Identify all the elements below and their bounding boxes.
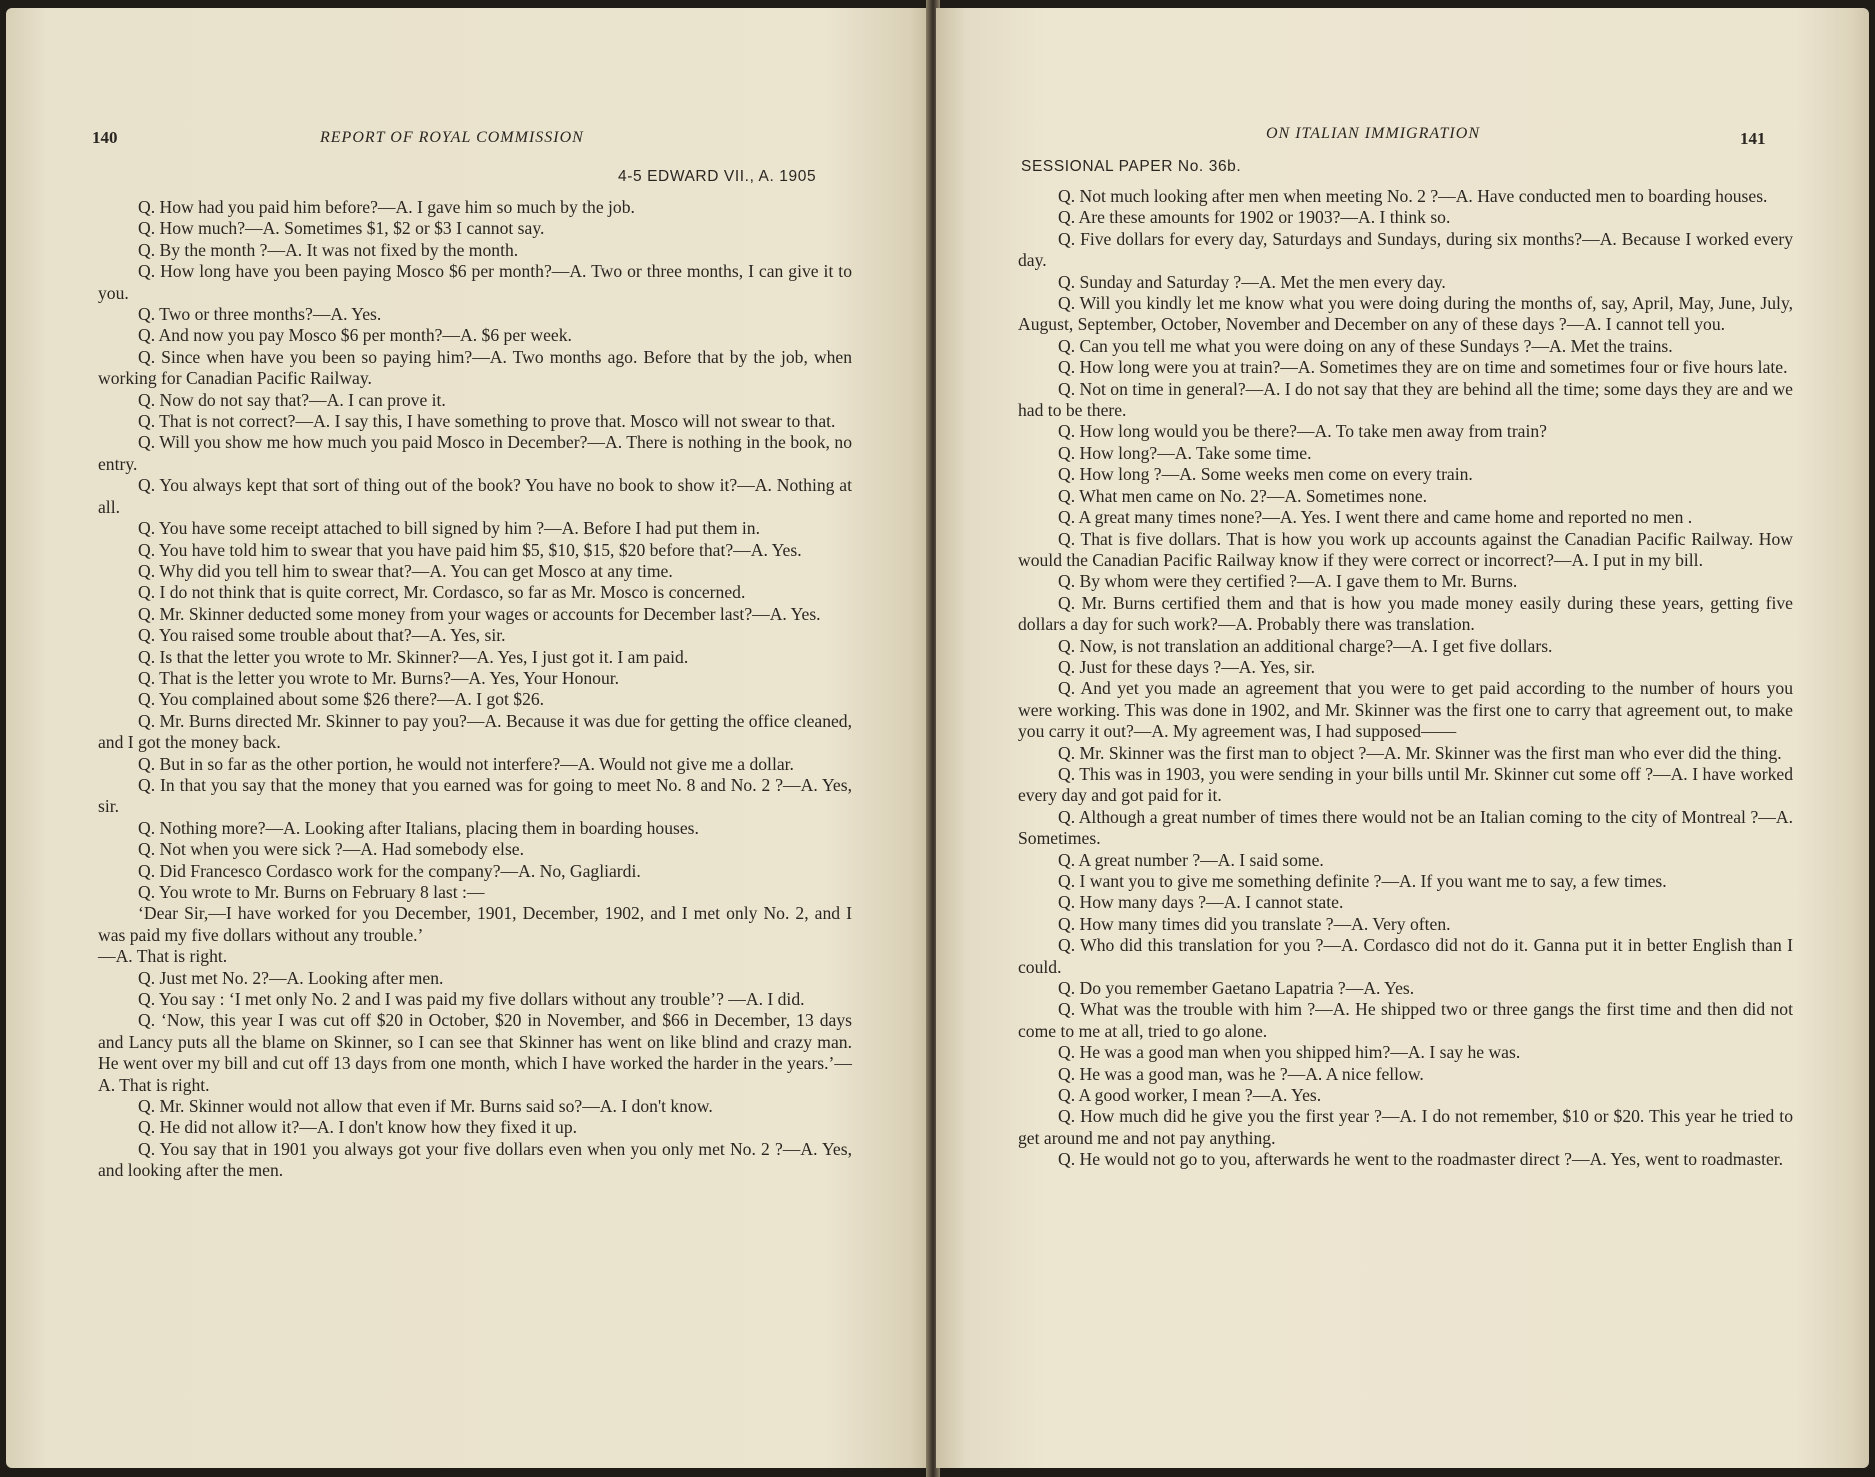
testimony-paragraph: Q. Now, is not translation an additional charge?—A. I get five dollars. [1058, 635, 1553, 656]
testimony-paragraph: Q. He would not go to you, afterwards he went to the roadmaster direct ?—A. Yes, went to roadmaster. [1058, 1149, 1784, 1170]
testimony-paragraph: Q. You say : ‘I met only No. 2 and I was paid my five dollars without any trouble’? —A. I did. [138, 989, 805, 1010]
page-number: 140 [92, 128, 118, 147]
testimony-paragraph: Q. Since when have you been so paying him?—A. Two months ago. Before that by the job, when working for Canadian Pacific Railway. [98, 346, 852, 389]
testimony-paragraph: Q. Not on time in general?—A. I do not say that they are behind all the time; some days they are and we had to be there. [1018, 378, 1793, 421]
page-number: 141 [1740, 129, 1766, 148]
testimony-paragraph: Q. Five dollars for every day, Saturdays and Sundays, during six months?—A. Because I worked every day. [1018, 228, 1793, 271]
testimony-paragraph: Q. Mr. Burns certified them and that is how you made money easily during these years, getting five dollars a day for such work?—A. Probably there was translation. [1018, 592, 1793, 635]
testimony-paragraph: Q. Mr. Skinner was the first man to object ?—A. Mr. Skinner was the first man who ever did the thing. [1058, 742, 1782, 763]
testimony-paragraph: Q. You say that in 1901 you always got your five dollars even when you only met No. 2 ?—A. Yes, and looking after the men. [98, 1138, 852, 1181]
testimony-paragraph: Q. How long were you at train?—A. Sometimes they are on time and sometimes four or five hours late. [1058, 357, 1788, 378]
testimony-paragraph: Q. Will you show me how much you paid Mosco in December?—A. There is nothing in the book, no entry. [98, 432, 852, 474]
session-line: SESSIONAL PAPER No. 36b. [1021, 158, 1242, 175]
testimony-paragraph: Q. A great many times none?—A. Yes. I went there and came home and reported no men . [1058, 507, 1693, 528]
testimony-paragraph: Q. And yet you made an agreement that you were to get paid according to the number of hours you were working. This was done in 1902, and Mr. Skinner was the first one to carry that agreement out, to make you carry it out?—A. My agreement was, I had supposed—— [1018, 678, 1793, 742]
testimony-paragraph: Q. Although a great number of times there would not be an Italian coming to the city of Montreal ?—A. Sometimes. [1018, 806, 1793, 849]
testimony-paragraph: Q. A good worker, I mean ?—A. Yes. [1058, 1085, 1322, 1106]
testimony-paragraph: Q. What was the trouble with him ?—A. He shipped two or three gangs the first time and then did not come to me at all, tried to go alone. [1018, 999, 1793, 1041]
testimony-paragraph: Q. How much?—A. Sometimes $1, $2 or $3 I cannot say. [138, 218, 545, 239]
testimony-paragraph: Q. By the month ?—A. It was not fixed by the month. [138, 239, 519, 260]
testimony-paragraph: Q. Not when you were sick ?—A. Had somebody else. [138, 839, 524, 860]
left-body-text [98, 197, 852, 1182]
testimony-paragraph: Q. Just for these days ?—A. Yes, sir. [1058, 656, 1316, 677]
testimony-paragraph: Q. You raised some trouble about that?—A. Yes, sir. [138, 625, 506, 646]
testimony-paragraph: Q. How long would you be there?—A. To take men away from train? [1058, 421, 1547, 442]
testimony-paragraph: Q. Two or three months?—A. Yes. [138, 304, 382, 325]
testimony-paragraph: Q. How long?—A. Take some time. [1058, 442, 1312, 463]
right-body-text [1018, 186, 1793, 1171]
testimony-paragraph: Q. How had you paid him before?—A. I gave him so much by the job. [138, 197, 635, 217]
running-head: ON ITALIAN IMMIGRATION [1266, 125, 1480, 142]
testimony-paragraph: Q. How much did he give you the first year ?—A. I do not remember, $10 or $20. This year he tried to get around me and not pay anything. [1018, 1106, 1793, 1148]
testimony-paragraph: Q. How long ?—A. Some weeks men come on every train. [1058, 464, 1473, 485]
testimony-paragraph: Q. Can you tell me what you were doing on any of these Sundays ?—A. Met the trains. [1058, 335, 1673, 356]
testimony-paragraph: Q. How many days ?—A. I cannot state. [1058, 892, 1344, 913]
testimony-paragraph: Q. That is not correct?—A. I say this, I have something to prove that. Mosco will not swear to that. [138, 411, 836, 432]
testimony-paragraph: Q. Do you remember Gaetano Lapatria ?—A. Yes. [1058, 978, 1415, 999]
testimony-paragraph: Q. How many times did you translate ?—A. Very often. [1058, 913, 1451, 934]
testimony-paragraph: Q. Not much looking after men when meeting No. 2 ?—A. Have conducted men to boarding houses. [1058, 186, 1768, 206]
testimony-paragraph: Q. How long have you been paying Mosco $6 per month?—A. Two or three months, I can give it to you. [98, 261, 852, 303]
session-line: 4-5 EDWARD VII., A. 1905 [618, 168, 817, 185]
testimony-paragraph: Q. Are these amounts for 1902 or 1903?—A. I think so. [1058, 207, 1451, 228]
testimony-paragraph: Q. Sunday and Saturday ?—A. Met the men every day. [1058, 271, 1446, 292]
testimony-paragraph: Q. He did not allow it?—A. I don't know how they fixed it up. [138, 1117, 578, 1138]
testimony-paragraph: Q. But in so far as the other portion, he would not interfere?—A. Would not give me a dollar. [138, 753, 794, 774]
testimony-paragraph: Q. Now do not say that?—A. I can prove it. [138, 389, 446, 410]
testimony-paragraph: Q. He was a good man, was he ?—A. A nice fellow. [1058, 1063, 1424, 1084]
testimony-paragraph: Q. Just met No. 2?—A. Looking after men. [138, 967, 444, 988]
testimony-paragraph: Q. You always kept that sort of thing out of the book? You have no book to show it?—A. Nothing at all. [98, 475, 852, 517]
testimony-paragraph: Q. You complained about some $26 there?—A. I got $26. [138, 689, 545, 710]
testimony-paragraph: Q. ‘Now, this year I was cut off $20 in October, $20 in November, and $66 in December, 13 days and Lancy puts all the blame on Skinner, so I can see that Skinner has went on like blind and crazy man. He went over my bill and cut off 13 days from one month, which I have worked the harder in the years.’—A. That is right. [98, 1010, 852, 1095]
testimony-paragraph: Q. I do not think that is quite correct, Mr. Cordasco, so far as Mr. Mosco is concerned. [138, 582, 746, 603]
testimony-paragraph: Q. Is that the letter you wrote to Mr. Skinner?—A. Yes, I just got it. I am paid. [138, 646, 689, 667]
testimony-paragraph: Q. Will you kindly let me know what you were doing during the months of, say, April, May, June, July, August, September, October, November and December on any of these days ?—A. I cannot tell you. [1018, 293, 1793, 335]
testimony-paragraph: Q. That is five dollars. That is how you work up accounts against the Canadian Pacific Railway. How would the Canadian Pacific Railway know if they were correct or incorrect?—A. I put in my bill. [1018, 528, 1793, 570]
testimony-paragraph: Q. Nothing more?—A. Looking after Italians, placing them in boarding houses. [138, 817, 699, 838]
testimony-paragraph: Q. Why did you tell him to swear that?—A. You can get Mosco at any time. [138, 560, 673, 581]
testimony-paragraph: Q. By whom were they certified ?—A. I gave them to Mr. Burns. [1058, 571, 1518, 592]
testimony-paragraph: Q. You wrote to Mr. Burns on February 8 last :— [138, 882, 485, 902]
testimony-paragraph: Q. In that you say that the money that you earned was for going to meet No. 8 and No. 2 ?—A. Yes, sir. [98, 774, 852, 817]
testimony-paragraph: Q. This was in 1903, you were sending in your bills until Mr. Skinner cut some off ?—A. I have worked every day and got paid for it. [1018, 763, 1793, 806]
testimony-paragraph: Q. Did Francesco Cordasco work for the company?—A. No, Gagliardi. [138, 860, 641, 881]
testimony-paragraph: Q. Mr. Skinner would not allow that even if Mr. Burns said so?—A. I don't know. [138, 1096, 713, 1117]
testimony-paragraph: ‘Dear Sir,—I have worked for you December, 1901, December, 1902, and I met only No. 2, and I was paid my five dollars without any trouble.’ [98, 903, 852, 945]
testimony-paragraph: Q. You have told him to swear that you have paid him $5, $10, $15, $20 before that?—A. Yes. [138, 539, 802, 560]
testimony-paragraph: Q. I want you to give me something definite ?—A. If you want me to say, a few times. [1058, 871, 1667, 891]
testimony-paragraph: Q. What men came on No. 2?—A. Sometimes none. [1058, 485, 1428, 506]
testimony-paragraph: Q. A great number ?—A. I said some. [1058, 849, 1324, 870]
testimony-paragraph: Q. And now you pay Mosco $6 per month?—A. $6 per week. [138, 325, 572, 346]
right-page [936, 8, 1869, 1468]
left-page [6, 8, 931, 1468]
testimony-paragraph: Q. He was a good man when you shipped him?—A. I say he was. [1058, 1042, 1521, 1063]
testimony-paragraph: —A. That is right. [98, 946, 228, 967]
testimony-paragraph: Q. Mr. Skinner deducted some money from your wages or accounts for December last?—A. Yes. [138, 603, 821, 624]
running-head: REPORT OF ROYAL COMMISSION [320, 129, 584, 146]
testimony-paragraph: Q. Mr. Burns directed Mr. Skinner to pay you?—A. Because it was due for getting the office cleaned, and I got the money back. [98, 710, 852, 753]
testimony-paragraph: Q. That is the letter you wrote to Mr. Burns?—A. Yes, Your Honour. [138, 667, 620, 688]
testimony-paragraph: Q. Who did this translation for you ?—A. Cordasco did not do it. Ganna put it in better English than I could. [1018, 935, 1793, 977]
testimony-paragraph: Q. You have some receipt attached to bill signed by him ?—A. Before I had put them in. [138, 518, 761, 539]
